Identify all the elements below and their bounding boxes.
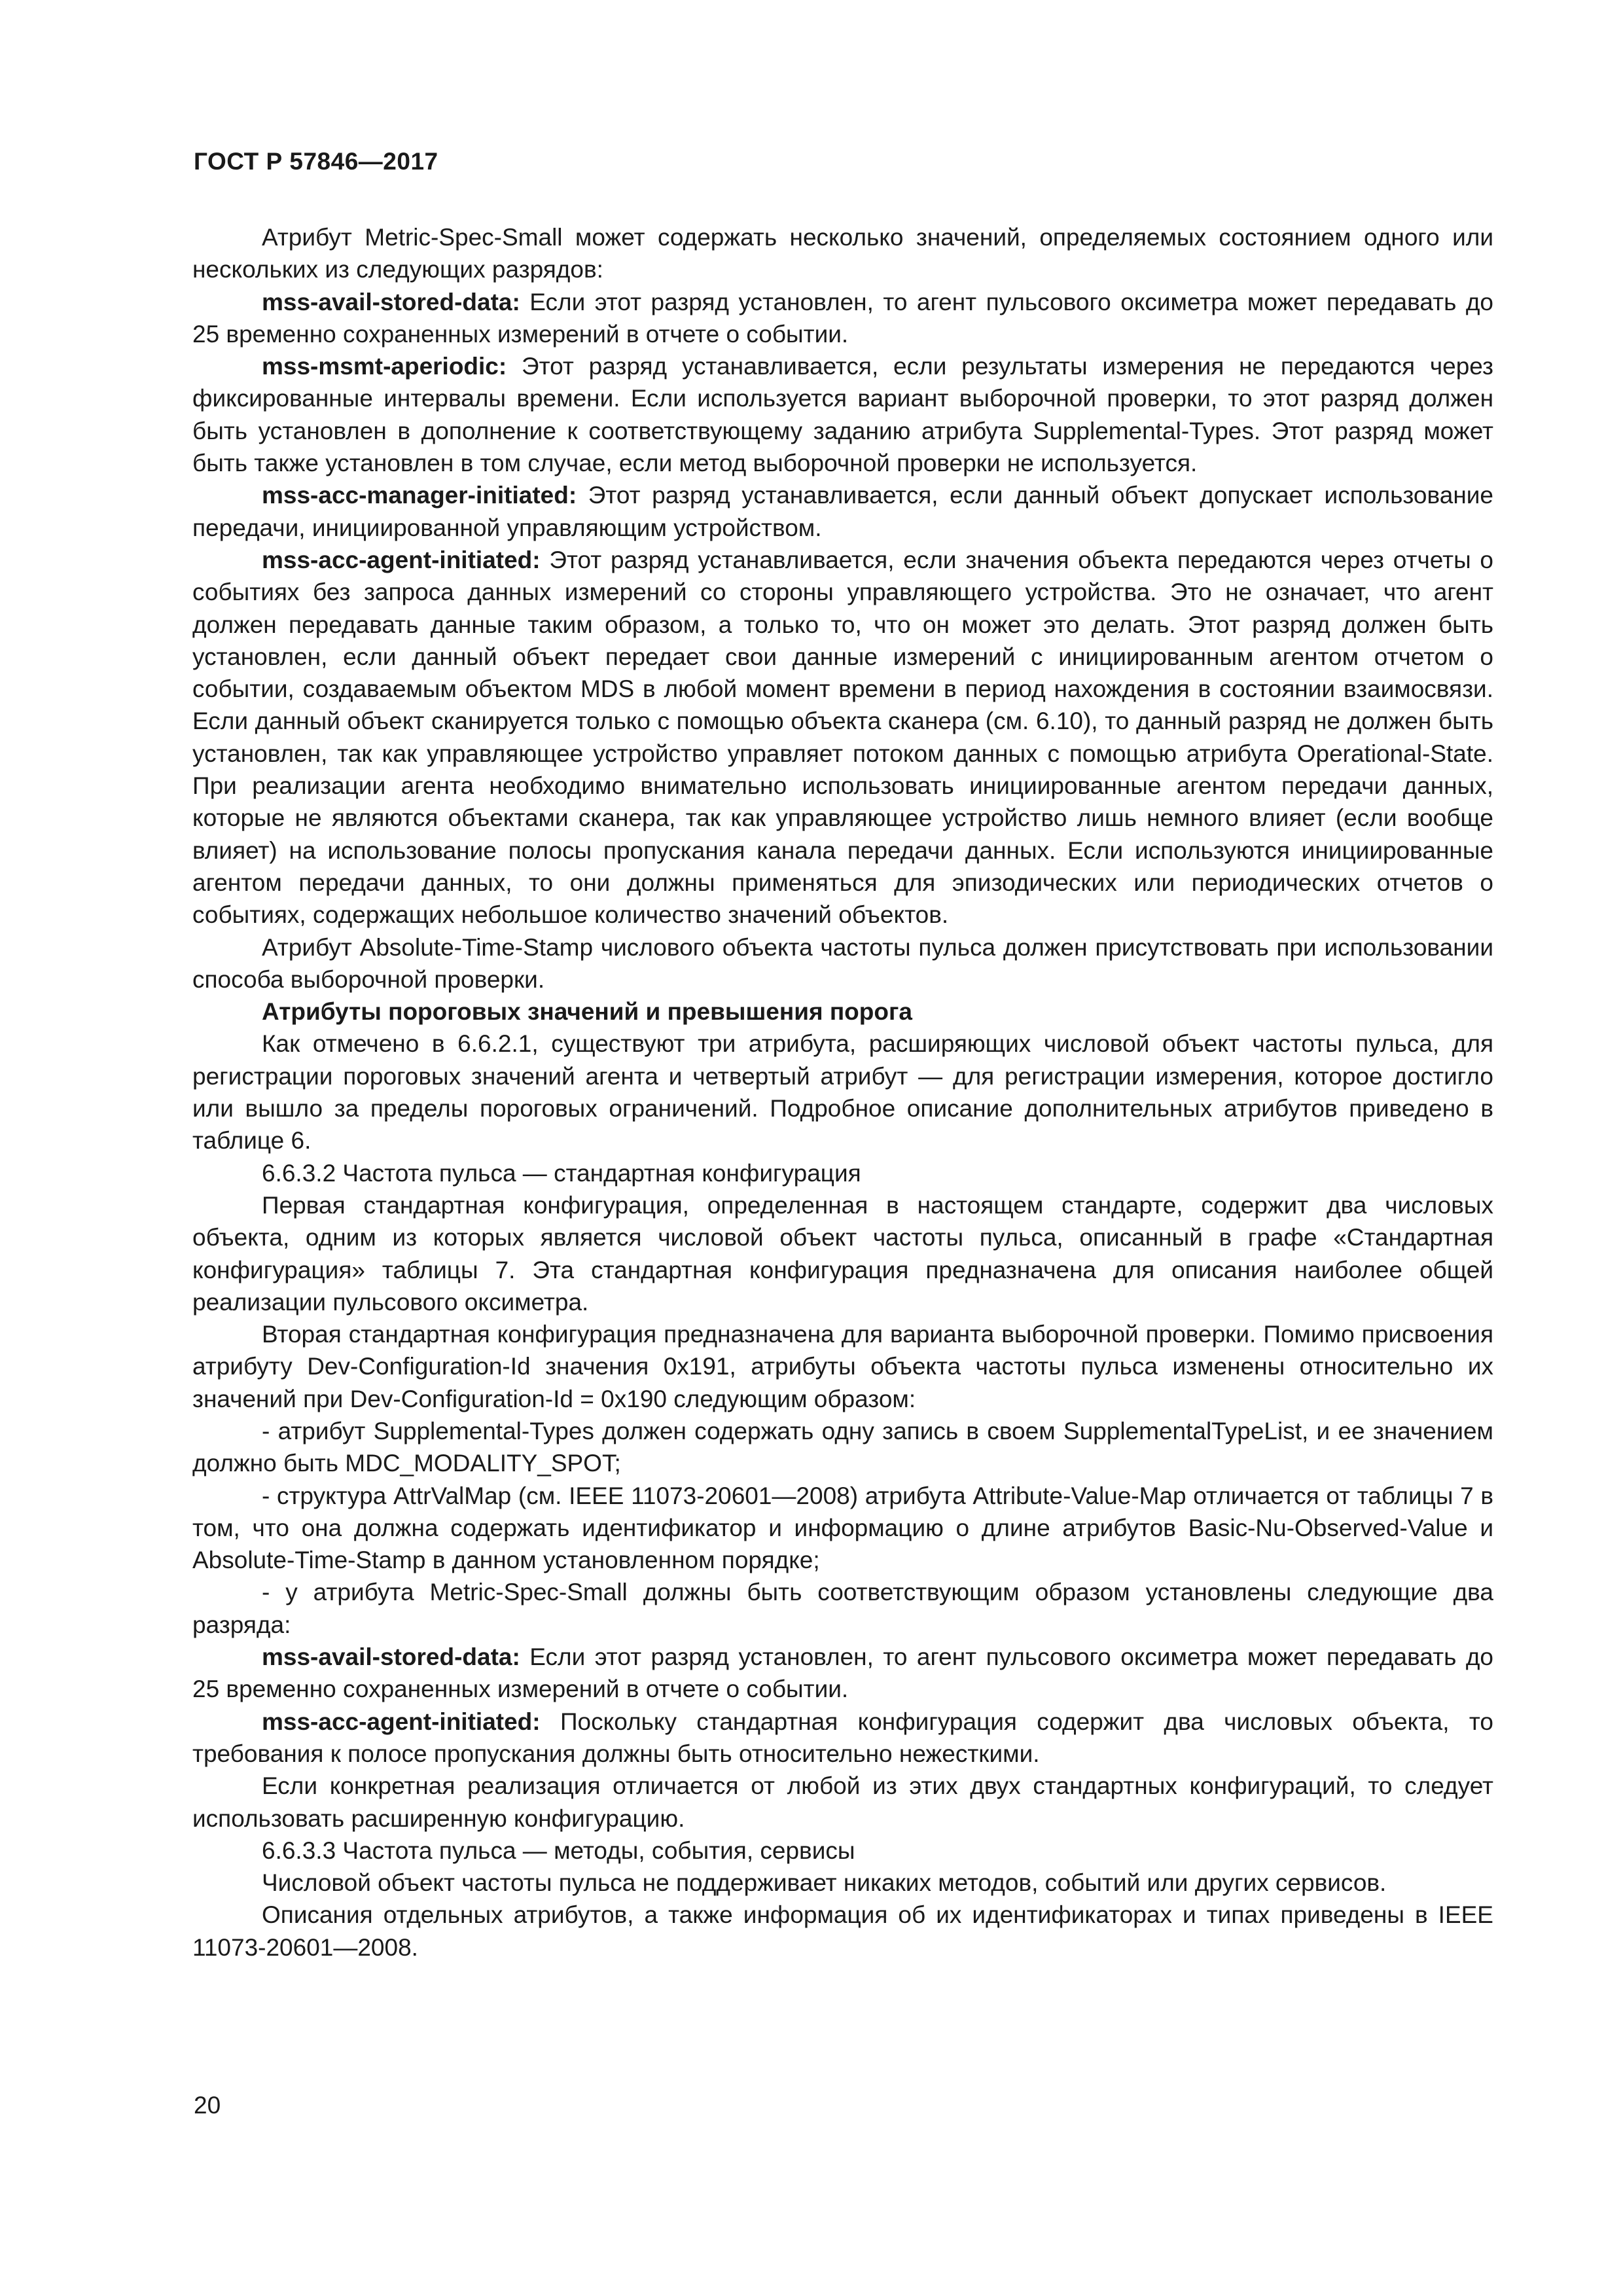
term-label: mss-avail-stored-data: [262,288,520,315]
paragraph-text: Вторая стандартная конфигурация предназначена для варианта выборочной проверки. Помимо присвоения атрибуту Dev-Configuration-Id значения 0x191, атрибуты объекта частоты пульса изменены относительно их значений при Dev-Configuration-Id = 0x190 следующим образом: [192,1321,1493,1412]
paragraph-text: - у атрибута Metric-Spec-Small должны быть соответствующим образом установлены следующие два разряда: [192,1579,1493,1638]
paragraph [192,286,1493,351]
paragraph-text: Если этот разряд установлен, то агент пульсового оксиметра может передавать до 25 временно сохраненных измерений в отчете о событии. [192,288,1493,348]
paragraph-text: Атрибут Metric-Spec-Small может содержать несколько значений, определяемых состоянием одного или нескольких из следующих разрядов: [192,224,1493,283]
subsection-title [192,1157,1493,1189]
paragraph [192,1641,1493,1706]
document-body [192,221,1493,1964]
term-label: mss-acc-manager-initiated: [262,482,577,509]
page-number: 20 [194,2092,221,2119]
paragraph [192,931,1493,996]
term-label: mss-msmt-aperiodic: [262,353,507,380]
paragraph-text: 6.6.3.2 Частота пульса — стандартная конфигурация [262,1159,861,1187]
section-heading: Атрибуты пороговых значений и превышения порога [262,998,912,1026]
paragraph-text: Поскольку стандартная конфигурация содержит два числовых объекта, то требования к полосе пропускания должны быть относительно нежесткими. [192,1708,1493,1767]
paragraph [192,1899,1493,1964]
paragraph-text: Если этот разряд установлен, то агент пульсового оксиметра может передавать до 25 временно сохраненных измерений в отчете о событии. [192,1643,1493,1703]
term-label: mss-acc-agent-initiated: [262,546,541,573]
term-label: mss-avail-stored-data: [262,1643,520,1671]
paragraph-text: Описания отдельных атрибутов, а также информация об их идентификаторах и типах приведены в IEEE 11073-20601—2008. [192,1901,1493,1961]
paragraph [192,1028,1493,1157]
paragraph [192,544,1493,931]
paragraph-text: Первая стандартная конфигурация, определенная в настоящем стандарте, содержит два числовых объекта, одним из которых является числовой объект частоты пульса, описанный в графе «Стандартная конфигурация» таблицы 7. Эта стандартная конфигурация предназначена для описания наиболее общей реализации пульсового оксиметра. [192,1191,1493,1316]
paragraph-text: Этот разряд устанавливается, если результаты измерения не передаются через фиксированные интервалы времени. Если используется вариант выборочной проверки, то этот разряд должен быть установлен в дополнение к соответствующему заданию атрибута Supplemental-Types. Этот разряд может быть также установлен в том случае, если метод выборочной проверки не используется. [192,353,1493,477]
paragraph-text: Как отмечено в 6.6.2.1, существуют три атрибута, расширяющих числовой объект частоты пульса, для регистрации пороговых значений агента и четвертый атрибут — для регистрации измерения, которое достигло или вышло за пределы пороговых ограничений. Подробное описание дополнительных атрибутов приведено в таблице 6. [192,1030,1493,1155]
paragraph-text: Если конкретная реализация отличается от любой из этих двух стандартных конфигураций, то следует использовать расширенную конфигурацию. [192,1772,1493,1832]
subsection-title [192,1835,1493,1867]
paragraph [192,1706,1493,1770]
list-item [192,1480,1493,1577]
paragraph-text: 6.6.3.3 Частота пульса — методы, события, сервисы [262,1837,855,1864]
paragraph-text: Числовой объект частоты пульса не поддерживает никаких методов, событий или других сервисов. [262,1869,1387,1897]
paragraph [192,1770,1493,1835]
list-item [192,1415,1493,1480]
paragraph-text: - атрибут Supplemental-Types должен содержать одну запись в своем SupplementalTypeList, и ее значением должно быть MDC_MODALITY_SPOT; [192,1417,1493,1477]
document-header: ГОСТ Р 57846—2017 [194,148,438,175]
list-item [192,1576,1493,1641]
paragraph-text: Атрибут Absolute-Time-Stamp числового объекта частоты пульса должен присутствовать при использовании способа выборочной проверки. [192,933,1493,993]
paragraph-text: - структура AttrValMap (см. IEEE 11073-20601—2008) атрибута Attribute-Value-Map отличается от таблицы 7 в том, что она должна содержать идентификатор и информацию о длине атрибутов Basic-Nu-Observed-Value и Absolute-Time-Stamp в данном установленном порядке; [192,1482,1493,1574]
paragraph-text: Этот разряд устанавливается, если значения объекта передаются через отчеты о событиях без запроса данных измерений со стороны управляющего устройства. Это не означает, что агент должен передавать данные таким образом, а только то, что он может это делать. Этот разряд должен быть установлен, если данный объект передает свои данные измерений с инициированным агентом отчетом о событии, создаваемым объектом MDS в любой момент времени в период нахождения в состоянии взаимосвязи. Если данный объект сканируется только с помощью объекта сканера (см. 6.10), то данный разряд не должен быть установлен, так как управляющее устройство управляет потоком данных с помощью атрибута Operational-State. При реализации агента необходимо внимательно использовать инициированные агентом передачи данных, которые не являются объектами сканера, так как управляющее устройство лишь немного влияет (если вообще влияет) на использование полосы пропускания канала передачи данных. Если используются инициированные агентом передачи данных, то они должны применяться для эпизодических или периодических отчетов о событиях, содержащих небольшое количество значений объектов. [192,546,1493,929]
paragraph [192,221,1493,286]
paragraph [192,1318,1493,1415]
paragraph [192,479,1493,544]
paragraph [192,1867,1493,1899]
term-label: mss-acc-agent-initiated: [262,1708,541,1735]
paragraph-text: Этот разряд устанавливается, если данный объект допускает использование передачи, инициированной управляющим устройством. [192,482,1493,541]
paragraph [192,1189,1493,1318]
paragraph [192,350,1493,479]
